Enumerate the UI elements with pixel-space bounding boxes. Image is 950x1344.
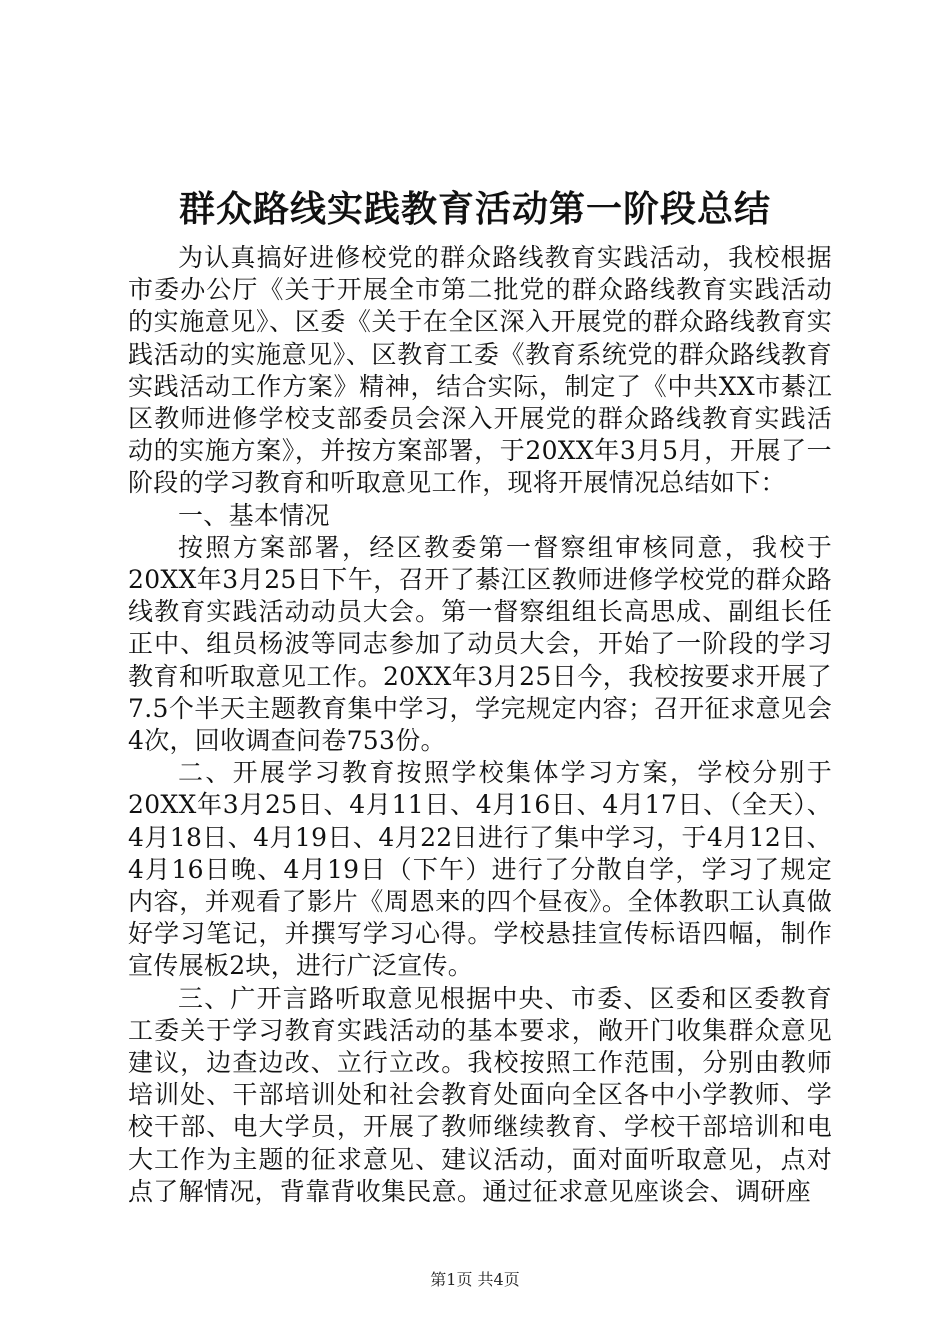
listen-opinions-paragraph: 三、广开言路听取意见根据中央、市委、区委和区委教育工委关于学习教育实践活动的基本要求，敞开门收集群众意见建议，边查边改、立行立改。我校按照工作范围，分别由教师培训处、干部培训处和社会教育处面向全区各中小学教师、学校干部、电大学员，开展了教师继续教育、学校干部培训和电大工作为主题的征求意见、建议活动，面对面听取意见，点对点了解情况，背靠背收集民意。通过征求意见座谈会、调研座 (128, 983, 832, 1206)
intro-paragraph: 为认真搞好进修校党的群众路线教育实践活动，我校根据市委办公厅《关于开展全市第二批党的群众路线教育实践活动的实施意见》、区委《关于在全区深入开展党的群众路线教育实践活动的实施意见》、区教育工委《教育系统党的群众路线教育实践活动工作方案》精神，结合实际，制定了《中共XX市綦江区教师进修学校支部委员会深入开展党的群众路线教育实践活动的实施方案》，并按方案部署，于20XX年3月5月，开展了一阶段的学习教育和听取意见工作，现将开展情况总结如下： (128, 243, 832, 498)
document-body (128, 242, 832, 1208)
page-number-footer: 第1页 共4页 (430, 1270, 520, 1289)
document-title: 群众路线实践教育活动第一阶段总结 (178, 188, 771, 230)
basic-situation-paragraph: 按照方案部署，经区教委第一督察组审核同意，我校于20XX年3月25日下午，召开了綦江区教师进修学校党的群众路线教育实践活动动员大会。第一督察组组长高思成、副组长任正中、组员杨波等同志参加了动员大会，开始了一阶段的学习教育和听取意见工作。20XX年3月25日今，我校按要求开展了7.5个半天主题教育集中学习，学完规定内容；召开征求意见会4次，回收调查问卷753份。 (128, 532, 832, 756)
study-education-paragraph: 二、开展学习教育按照学校集体学习方案，学校分别于20XX年3月25日、4月11日、4月16日、4月17日、（全天）、4月18日、4月19日、4月22日进行了集中学习，于4月12日、4月16日晚、4月19日（下午）进行了分散自学，学习了规定内容，并观看了影片《周恩来的四个昼夜》。全体教职工认真做好学习笔记，并撰写学习心得。学校悬挂宣传标语四幅，制作宣传展板2块，进行广泛宣传。 (128, 758, 832, 981)
section-heading-basic-situation: 一、基本情况 (178, 500, 330, 530)
